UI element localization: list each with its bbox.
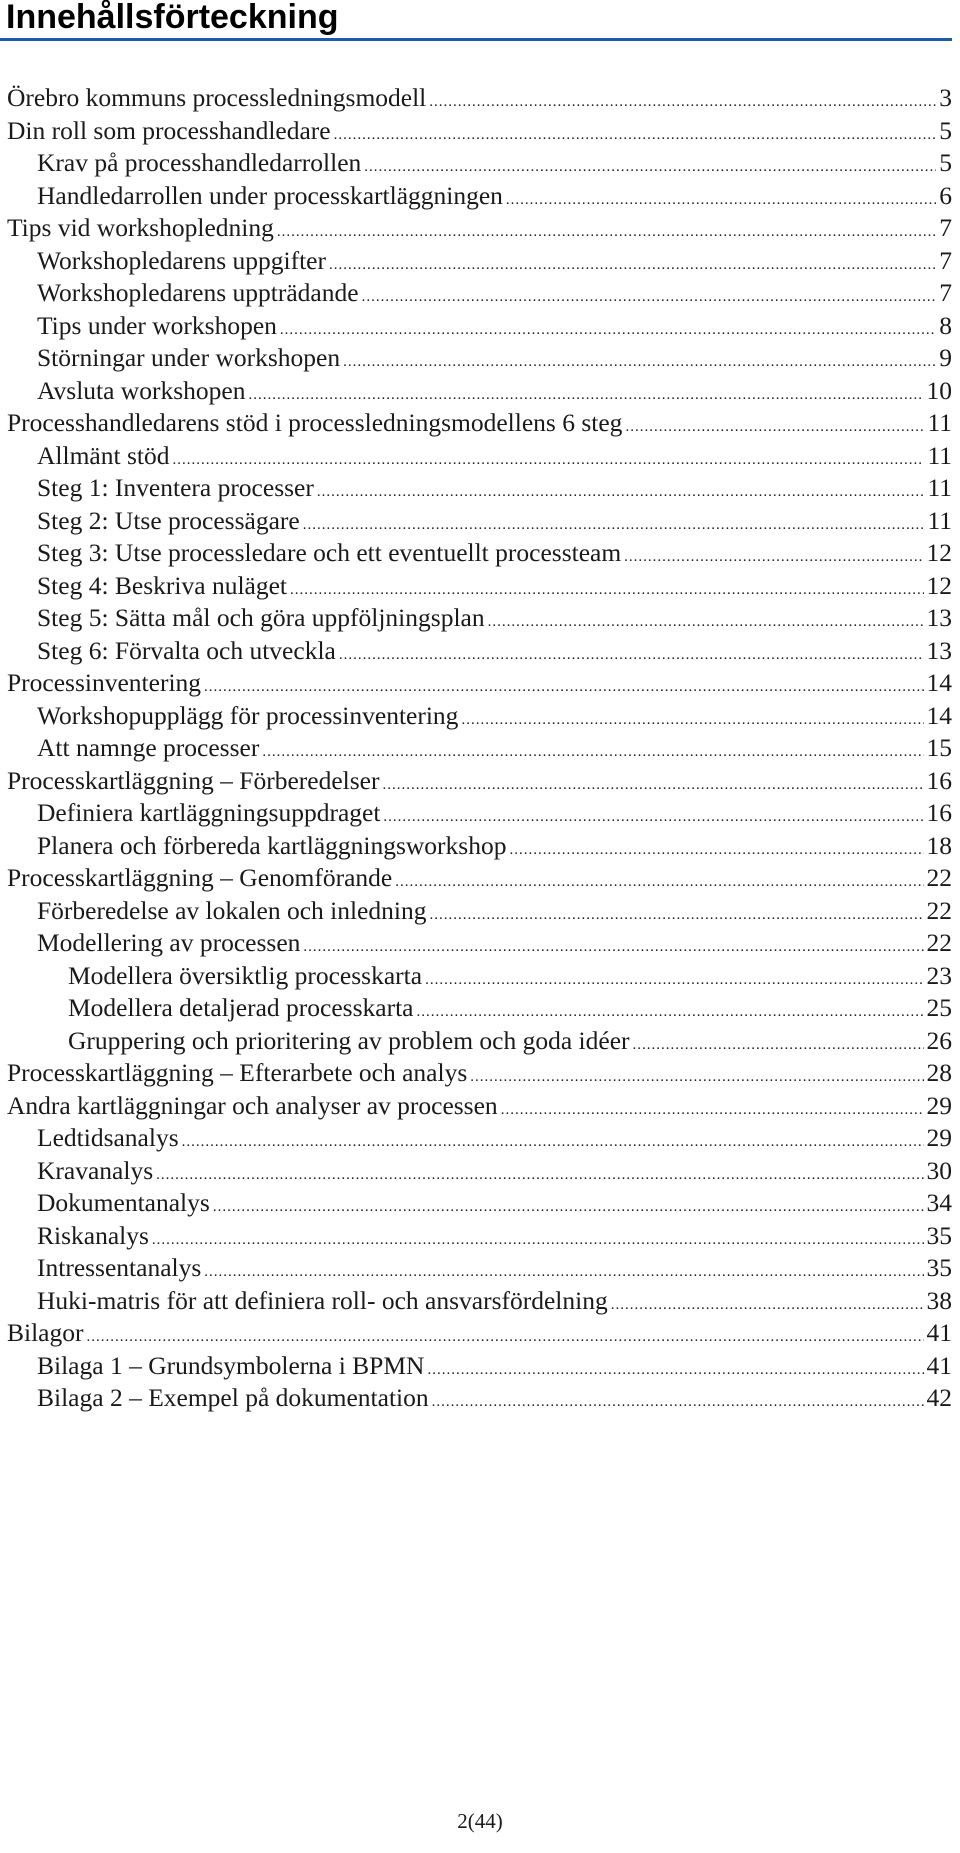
toc-entry-title: Processinventering	[7, 668, 202, 697]
toc-entry-title: Planera och förbereda kartläggningsworkshop	[37, 830, 507, 860]
toc-entry-page-number: 18	[926, 830, 952, 860]
toc-entry-page-number: 16	[926, 798, 952, 827]
page-number: 2(44)	[457, 1809, 503, 1833]
toc-entry-page-number: 35	[926, 1253, 952, 1282]
toc-entry-page-number: 10	[926, 375, 952, 405]
toc-entry-page-number: 26	[926, 1025, 952, 1055]
toc-entry-page-number: 12	[926, 538, 952, 567]
toc-entry-title: Avsluta workshopen	[37, 375, 246, 405]
toc-entry-title: Riskanalys	[37, 1220, 149, 1250]
toc-entry-page-number: 23	[926, 960, 952, 990]
toc-entry-title: Steg 1: Inventera processer	[37, 473, 314, 502]
toc-entry[interactable]	[0, 1090, 952, 1123]
dot-leader	[624, 541, 923, 574]
toc-entry-title: Dokumentanalys	[37, 1188, 210, 1217]
dot-leader	[156, 1159, 923, 1192]
toc-entry-title: Krav på processhandledarrollen	[37, 148, 362, 177]
dot-leader	[427, 1354, 923, 1387]
toc-entry-page-number: 14	[926, 668, 952, 697]
toc-entry[interactable]	[0, 277, 952, 310]
toc-entry-title: Modellera översiktlig processkarta	[68, 960, 423, 990]
toc-entry-title: Processkartläggning – Förberedelser	[7, 765, 380, 795]
toc-entry-page-number: 15	[926, 733, 952, 762]
toc-entry-page-number: 5	[939, 115, 952, 145]
toc-entry-title: Örebro kommuns processledningsmodell	[7, 83, 427, 112]
toc-entry-page-number: 38	[926, 1285, 952, 1315]
toc-entry[interactable]	[0, 992, 952, 1025]
toc-entry[interactable]	[0, 147, 952, 180]
toc-entry[interactable]	[0, 245, 952, 278]
toc-entry-page-number: 30	[926, 1155, 952, 1185]
page-header	[0, 0, 952, 41]
toc-entry[interactable]	[0, 115, 952, 148]
dot-leader	[611, 1289, 924, 1322]
toc-entry-page-number: 35	[926, 1220, 952, 1250]
toc-entry[interactable]	[0, 82, 952, 115]
toc-entry-page-number: 13	[926, 603, 952, 632]
toc-entry[interactable]	[0, 700, 952, 733]
toc-entry-title: Workshopledarens uppgifter	[37, 245, 326, 275]
dot-leader	[425, 964, 923, 997]
dot-leader	[429, 899, 923, 932]
toc-entry-page-number: 22	[926, 928, 952, 957]
dot-leader	[429, 86, 936, 119]
dot-leader	[488, 606, 924, 639]
toc-entry-title: Allmänt stöd	[37, 440, 170, 470]
toc-entry-page-number: 14	[926, 700, 952, 730]
dot-leader	[470, 1061, 923, 1094]
toc-entry[interactable]	[0, 342, 952, 375]
toc-entry-title: Andra kartläggningar och analyser av processen	[7, 1090, 498, 1120]
dot-leader	[277, 216, 936, 249]
toc-entry-title: Förberedelse av lokalen och inledning	[37, 895, 427, 925]
toc-entry-page-number: 3	[939, 83, 952, 112]
toc-entry-title: Handledarrollen under processkartläggningen	[37, 180, 503, 210]
toc-entry-title: Processkartläggning – Genomförande	[7, 863, 393, 892]
toc-entry[interactable]	[0, 310, 952, 343]
toc-entry[interactable]	[0, 927, 952, 960]
toc-entry-title: Intressentanalys	[37, 1253, 202, 1282]
toc-entry[interactable]	[0, 440, 952, 473]
toc-entry-title: Bilaga 2 – Exempel på dokumentation	[37, 1383, 429, 1412]
toc-entry-page-number: 42	[926, 1383, 952, 1412]
toc-entry-title: Bilaga 1 – Grundsymbolerna i BPMN	[37, 1350, 425, 1380]
toc-entry-title: Steg 6: Förvalta och utveckla	[37, 635, 336, 665]
toc-entry-page-number: 34	[926, 1188, 952, 1217]
toc-entry[interactable]	[0, 212, 952, 245]
toc-entry-page-number: 41	[926, 1350, 952, 1380]
toc-entry[interactable]	[0, 180, 952, 213]
toc-entry[interactable]	[0, 1382, 952, 1415]
toc-entry-title: Workshopledarens uppträdande	[37, 278, 359, 307]
toc-entry-title: Kravanalys	[37, 1155, 154, 1185]
dot-leader	[152, 1224, 924, 1257]
dot-leader	[317, 476, 925, 509]
toc-entry-page-number: 11	[927, 505, 952, 535]
toc-entry[interactable]	[0, 732, 952, 765]
toc-entry-title: Steg 2: Utse processägare	[37, 505, 300, 535]
toc-entry-title: Bilagor	[7, 1318, 84, 1347]
toc-entry[interactable]	[0, 1317, 952, 1350]
toc-entry-page-number: 41	[926, 1318, 952, 1347]
toc-entry[interactable]	[0, 635, 952, 668]
dot-leader	[362, 281, 937, 314]
dot-leader	[339, 639, 924, 672]
toc-entry-title: Ledtidsanalys	[37, 1123, 179, 1152]
toc-entry[interactable]	[0, 1220, 952, 1253]
toc-entry[interactable]	[0, 1187, 952, 1220]
page-title: Innehållsförteckning	[6, 0, 339, 36]
dot-leader	[280, 314, 936, 347]
toc-entry-page-number: 11	[927, 473, 952, 502]
toc-entry-title: Definiera kartläggningsuppdraget	[37, 798, 381, 827]
toc-entry-page-number: 12	[926, 570, 952, 600]
toc-entry-title: Processhandledarens stöd i processledningsmodellens 6 steg	[7, 408, 623, 437]
toc-entry[interactable]	[0, 375, 952, 408]
toc-entry-title: Störningar under workshopen	[37, 343, 341, 372]
dot-leader	[182, 1126, 924, 1159]
dot-leader	[501, 1094, 924, 1127]
toc-entry-page-number: 7	[939, 213, 952, 242]
toc-entry-page-number: 8	[939, 310, 952, 340]
dot-leader	[506, 184, 936, 217]
toc-entry-title: Processkartläggning – Efterarbete och analys	[7, 1058, 468, 1087]
toc-entry-title: Gruppering och prioritering av problem och goda idéer	[68, 1025, 630, 1055]
toc-entry[interactable]	[0, 505, 952, 538]
toc-entry[interactable]	[0, 1252, 952, 1285]
toc-entry[interactable]	[0, 570, 952, 603]
toc-entry-page-number: 7	[939, 245, 952, 275]
dot-leader	[625, 411, 924, 444]
toc-entry-title: Steg 5: Sätta mål och göra uppföljningsplan	[37, 603, 485, 632]
toc-entry[interactable]	[0, 1057, 952, 1090]
toc-entry-page-number: 11	[927, 440, 952, 470]
dot-leader	[334, 119, 937, 152]
table-of-contents	[0, 82, 952, 1415]
toc-entry-page-number: 22	[926, 863, 952, 892]
toc-entry-title: Modellera detaljerad processkarta	[68, 993, 414, 1022]
toc-entry-title: Din roll som processhandledare	[7, 115, 331, 145]
dot-leader	[432, 1386, 924, 1419]
toc-entry-page-number: 29	[926, 1123, 952, 1152]
toc-entry-title: Huki-matris för att definiera roll- och ansvarsfördelning	[37, 1285, 608, 1315]
toc-entry-page-number: 29	[926, 1090, 952, 1120]
toc-entry[interactable]	[0, 1350, 952, 1383]
toc-entry[interactable]	[0, 1285, 952, 1318]
toc-entry-page-number: 28	[926, 1058, 952, 1087]
toc-entry-page-number: 22	[926, 895, 952, 925]
dot-leader	[213, 1191, 924, 1224]
toc-entry-title: Tips under workshopen	[37, 310, 277, 340]
toc-entry-page-number: 7	[939, 278, 952, 307]
toc-entry[interactable]	[0, 960, 952, 993]
dot-leader	[633, 1029, 924, 1062]
toc-entry-title: Tips vid workshopledning	[7, 213, 274, 242]
toc-entry-page-number: 25	[926, 993, 952, 1022]
toc-entry-title: Steg 3: Utse processledare och ett eventuellt processteam	[37, 538, 622, 567]
toc-entry[interactable]	[0, 830, 952, 863]
toc-entry-page-number: 9	[939, 343, 952, 372]
dot-leader	[329, 249, 936, 282]
toc-entry[interactable]	[0, 1122, 952, 1155]
toc-entry-page-number: 6	[939, 180, 952, 210]
toc-entry-title: Workshopupplägg för processinventering	[37, 700, 459, 730]
dot-leader	[461, 704, 923, 737]
toc-entry[interactable]	[0, 667, 952, 700]
toc-entry[interactable]	[0, 472, 952, 505]
dot-leader	[343, 346, 936, 379]
dot-leader	[509, 834, 923, 867]
toc-entry[interactable]	[0, 797, 952, 830]
toc-entry[interactable]	[0, 602, 952, 635]
toc-entry[interactable]	[0, 1025, 952, 1058]
dot-leader	[382, 769, 923, 802]
toc-entry-page-number: 13	[926, 635, 952, 665]
toc-entry[interactable]	[0, 537, 952, 570]
toc-entry[interactable]	[0, 895, 952, 928]
toc-entry-page-number: 16	[926, 765, 952, 795]
toc-entry-title: Modellering av processen	[37, 928, 301, 957]
toc-entry[interactable]	[0, 862, 952, 895]
toc-entry[interactable]	[0, 407, 952, 440]
toc-entry-title: Steg 4: Beskriva nuläget	[37, 570, 287, 600]
dot-leader	[395, 866, 923, 899]
toc-entry-page-number: 5	[939, 148, 952, 177]
toc-entry[interactable]	[0, 1155, 952, 1188]
toc-entry-page-number: 11	[927, 408, 952, 437]
toc-entry-title: Att namnge processer	[37, 733, 260, 762]
toc-entry[interactable]	[0, 765, 952, 798]
